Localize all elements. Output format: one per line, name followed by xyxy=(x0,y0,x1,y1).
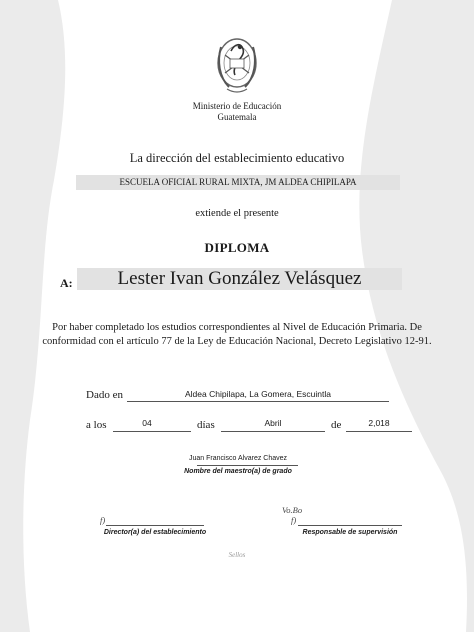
intro-text: La dirección del establecimiento educativo xyxy=(129,151,345,165)
director-signature-line xyxy=(106,525,204,526)
day-label: a los xyxy=(86,419,107,431)
extends-text: extiende el presente xyxy=(195,208,279,219)
guatemala-coat-of-arms-icon xyxy=(213,33,261,97)
body-text: Por haber completado los estudios correspondientes al Nivel de Educación Primaria. De conformidad con el artículo 77 de la Ley de Educación Nacional, Decreto Legislativo 12-91. xyxy=(42,322,432,347)
of-label: de xyxy=(331,419,342,431)
seals-label: Sellos xyxy=(228,551,246,559)
ministry-heading xyxy=(0,101,474,123)
ministry-line2: Guatemala xyxy=(217,112,257,122)
vobo-label: Vo.Bo xyxy=(282,505,303,515)
director-label: Director(a) del establecimiento xyxy=(103,529,207,536)
supervisor-label: Responsable de supervisión xyxy=(302,529,398,536)
place-label: Dado en xyxy=(86,389,123,401)
month-line xyxy=(221,431,325,432)
day-value: 04 xyxy=(142,418,152,428)
teacher-role-label: Nombre del maestro(a) de grado xyxy=(184,468,292,475)
diploma-title: DIPLOMA xyxy=(204,240,270,255)
days-label: días xyxy=(197,419,215,431)
year-line xyxy=(346,431,412,432)
ministry-line1: Ministerio de Educación xyxy=(192,101,282,111)
teacher-name: Juan Francisco Alvarez Chavez xyxy=(188,455,288,462)
place-line xyxy=(127,401,389,402)
school-name: ESCUELA OFICIAL RURAL MIXTA, JM ALDEA CHIPILAPA xyxy=(76,175,400,190)
director-f-label: f) xyxy=(100,515,106,525)
supervisor-f-label: f) xyxy=(291,515,297,525)
recipient-name: Lester Ivan González Velásquez xyxy=(77,268,402,290)
coat-of-arms-emblem xyxy=(213,33,261,97)
month-value: Abril xyxy=(264,418,282,428)
place-value: Aldea Chipilapa, La Gomera, Escuintla xyxy=(185,389,331,399)
supervisor-signature-line xyxy=(298,525,402,526)
recipient-label: A: xyxy=(60,276,73,290)
year-value: 2,018 xyxy=(368,418,390,428)
day-line xyxy=(113,431,191,432)
teacher-line xyxy=(197,465,298,466)
